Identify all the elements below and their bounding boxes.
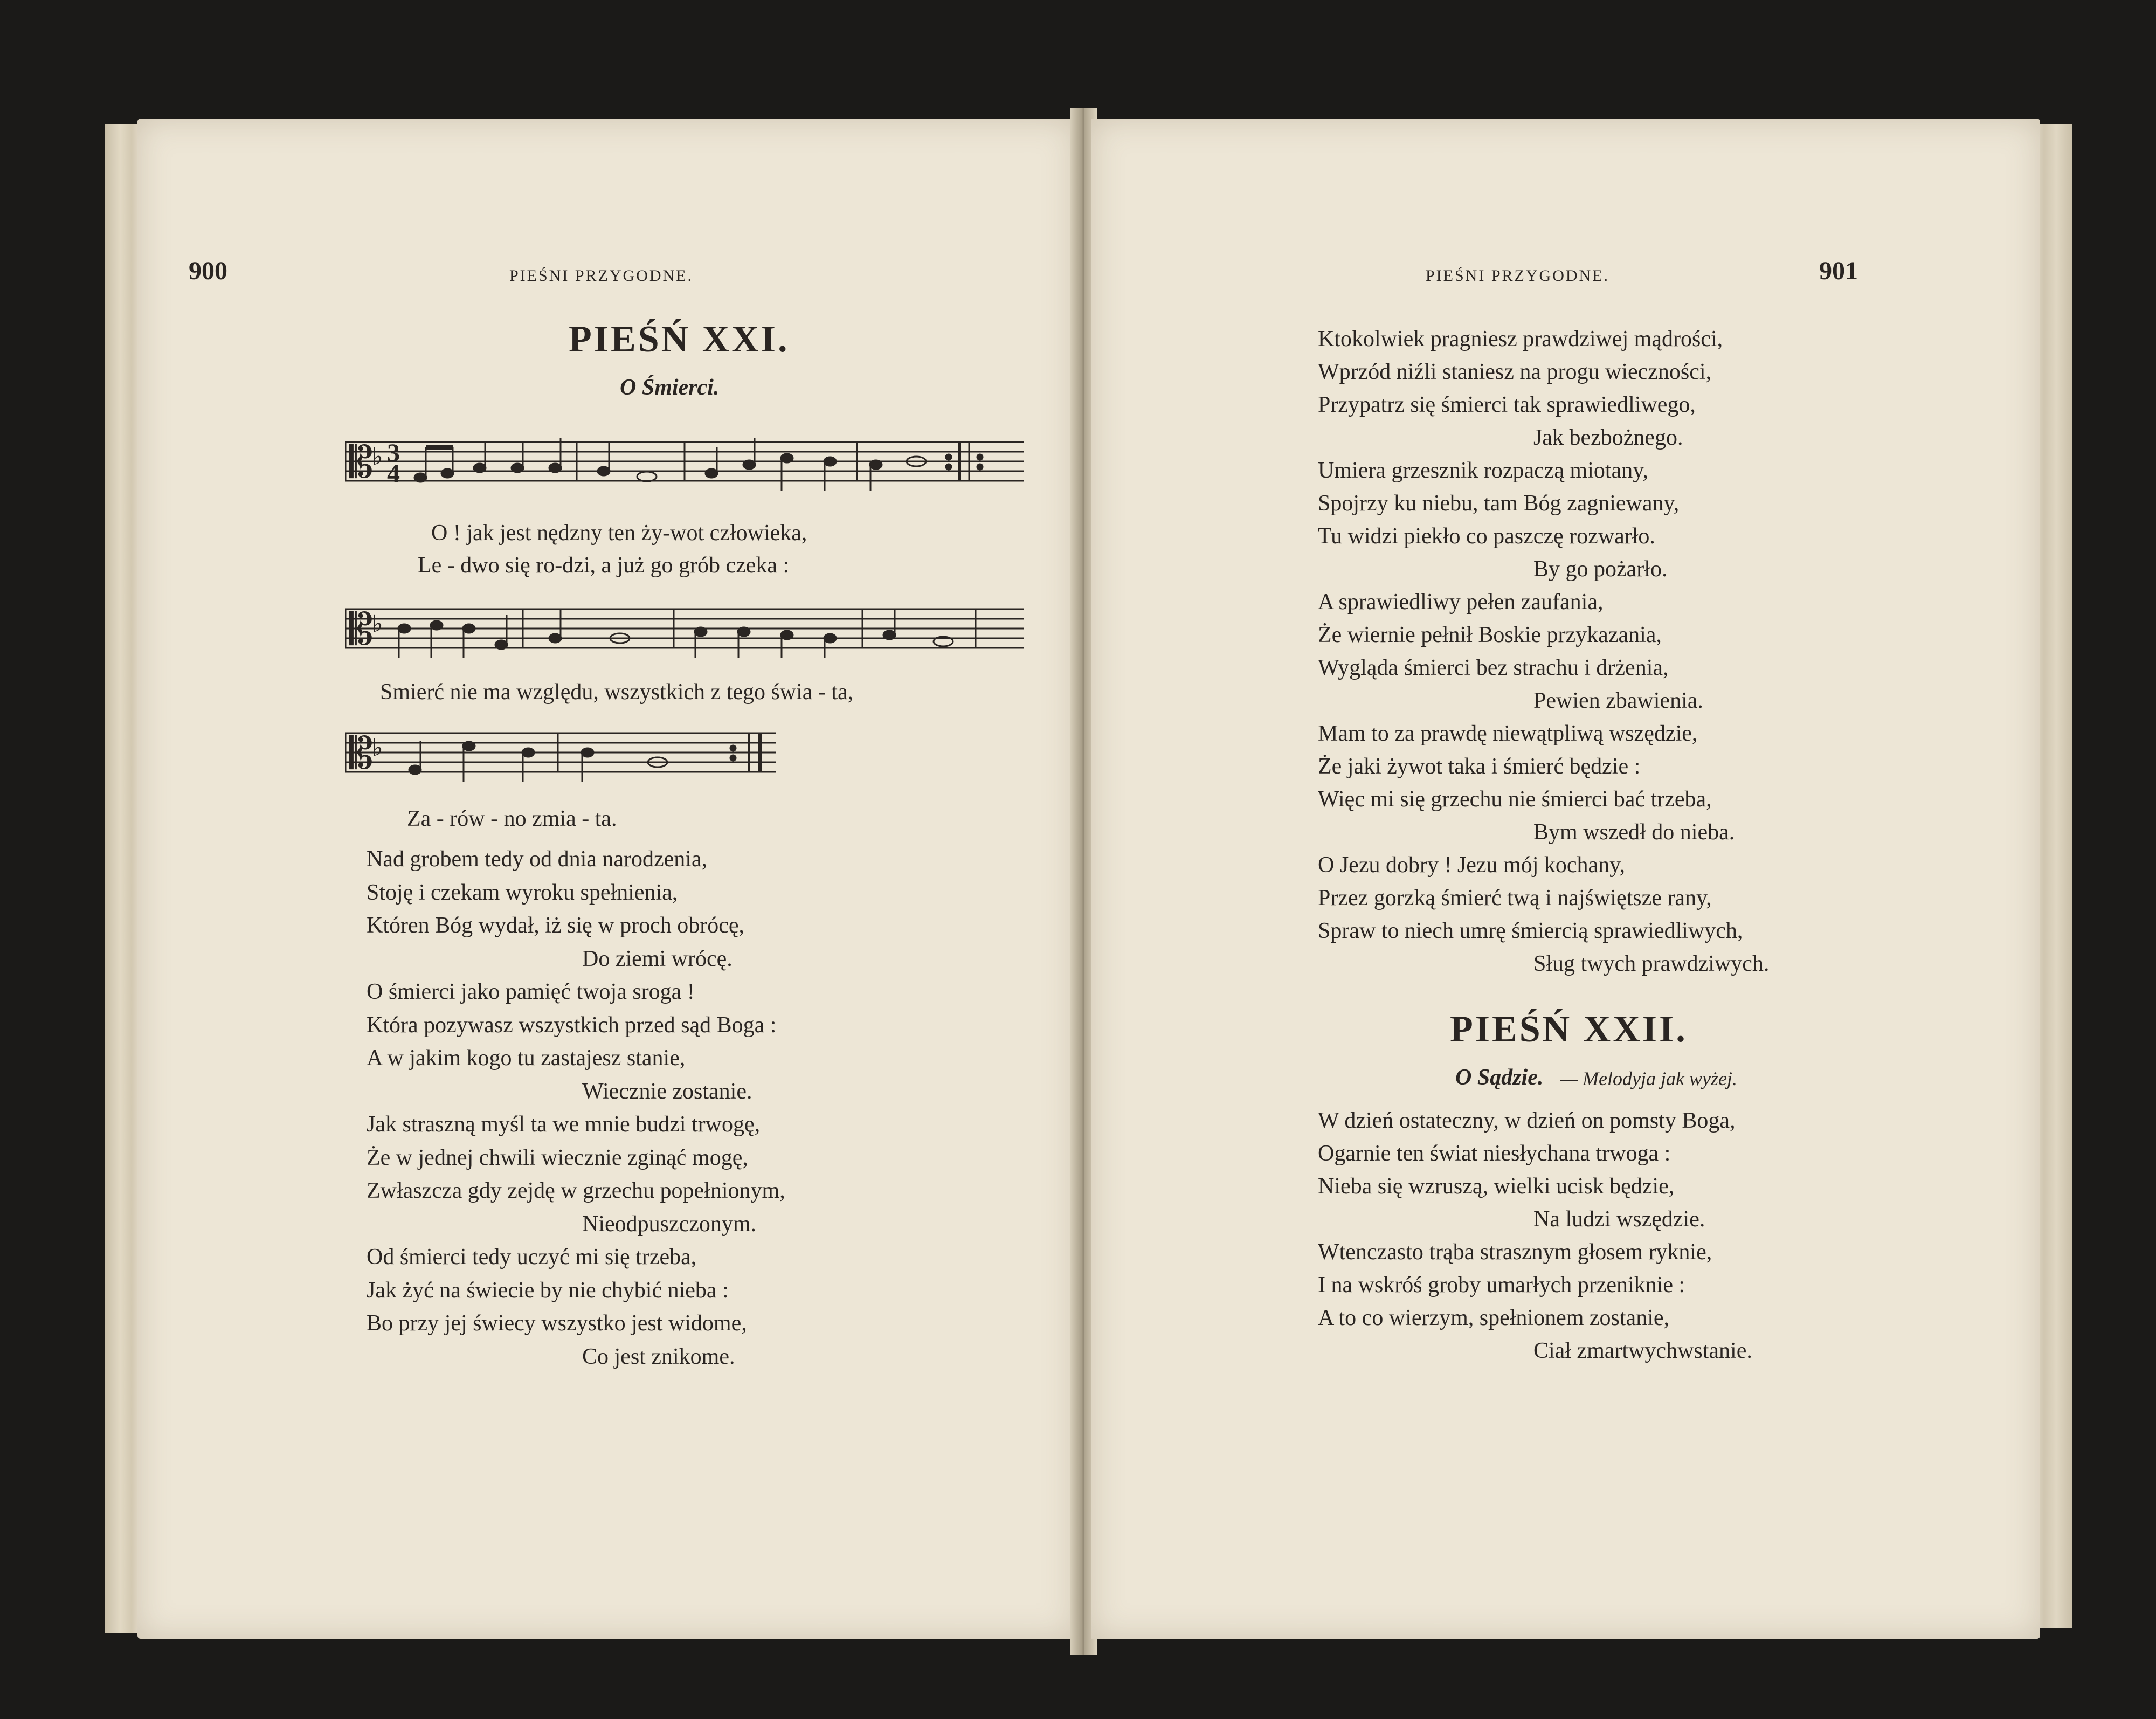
song-title: PIEŚŃ XXI. [569, 319, 790, 360]
open-book [105, 108, 2072, 1655]
verse-line: A sprawiedliwy pełen zaufania, [1318, 590, 1604, 615]
lyric-line: Smierć nie ma względu, wszystkich z tego świa - ta, [380, 680, 854, 705]
verse-line: Wygląda śmierci bez strachu i drżenia, [1318, 655, 1669, 680]
lyric-line: Le - dwo się ro-dzi, a już go grób czeka : [418, 553, 790, 578]
running-head: PIEŚNI PRZYGODNE. [1426, 267, 1610, 285]
music-staff [345, 426, 1024, 507]
verse-line: A w jakim kogo tu zastajesz stanie, [367, 1046, 686, 1071]
svg-text:♭: ♭ [372, 610, 383, 638]
verse-line: Tu widzi piekło co paszczę rozwarło. [1318, 524, 1655, 549]
verse-line: O śmierci jako pamięć twoja sroga ! [367, 979, 695, 1004]
verse-line: Nieba się wzruszą, wielki ucisk będzie, [1318, 1174, 1675, 1199]
svg-text:♭: ♭ [372, 443, 383, 471]
refrain-line: Do ziemi wrócę. [582, 946, 733, 971]
music-staff [345, 717, 776, 798]
verse-line: Jak żyć na świecie by nie chybić nieba : [367, 1278, 729, 1303]
verse-line: Wtenczasto trąba strasznym głosem ryknie, [1318, 1240, 1712, 1265]
svg-text:𝄡: 𝄡 [349, 728, 374, 778]
verse-line: Mam to za prawdę niewątpliwą wszędzie, [1318, 721, 1698, 746]
verse-line: Od śmierci tedy uczyć mi się trzeba, [367, 1245, 697, 1269]
page-number: 900 [189, 257, 227, 285]
svg-text:𝄡: 𝄡 [349, 604, 374, 654]
refrain-line: Co jest znikome. [582, 1344, 735, 1369]
right-page [1091, 119, 2040, 1639]
verse-line: Więc mi się grzechu nie śmierci bać trzeba, [1318, 787, 1712, 812]
verse-line: Stoję i czekam wyroku spełnienia, [367, 880, 678, 905]
verse-line: Jak straszną myśl ta we mnie budzi trwogę, [367, 1112, 761, 1137]
verse-line: Ktokolwiek pragniesz prawdziwej mądrości, [1318, 327, 1723, 351]
svg-text:3: 3 [387, 439, 400, 467]
verse-line: Spraw to niech umrę śmiercią sprawiedliwych, [1318, 919, 1743, 943]
song-subtitle: O Śmierci. [620, 375, 720, 400]
lyric-line: Za - rów - no zmia - ta. [407, 806, 617, 831]
verse-line: Spojrzy ku niebu, tam Bóg zagniewany, [1318, 491, 1680, 516]
verse-line: Umiera grzesznik rozpaczą miotany, [1318, 458, 1648, 483]
melody-note: — Melodyja jak wyżej. [1560, 1068, 1737, 1089]
refrain-line: Wiecznie zostanie. [582, 1079, 752, 1104]
verse-line: Przez gorzką śmierć twą i najświętsze rany, [1318, 886, 1712, 910]
verse-line: A to co wierzym, spełnionem zostanie, [1318, 1306, 1670, 1330]
refrain-line: Ciał zmartwychwstanie. [1533, 1338, 1752, 1363]
verse-line: Bo przy jej świecy wszystko jest widome, [367, 1311, 747, 1336]
verse-line: Ogarnie ten świat niesłychana trwoga : [1318, 1141, 1671, 1166]
refrain-line: Nieodpuszczonym. [582, 1211, 757, 1237]
svg-text:♭: ♭ [372, 734, 383, 762]
verse-line: Że wiernie pełnił Boskie przykazania, [1318, 623, 1662, 647]
verse-line: Zwłaszcza gdy zejdę w grzechu popełnionym, [367, 1178, 785, 1203]
refrain-line: By go pożarło. [1533, 557, 1668, 582]
left-page [137, 119, 1075, 1639]
svg-text:𝄡: 𝄡 [349, 437, 374, 487]
verse-line: Wprzód niźli staniesz na progu wieczności, [1318, 360, 1712, 384]
refrain-line: Jak bezbożnego. [1533, 425, 1683, 450]
verse-line: I na wskróś groby umarłych przeniknie : [1318, 1273, 1685, 1297]
song-subtitle: O Sądzie. [1455, 1065, 1544, 1090]
refrain-line: Pewien zbawienia. [1533, 688, 1703, 713]
song-title: PIEŚŃ XXII. [1450, 1009, 1688, 1050]
music-staff [345, 593, 1024, 674]
verse-line: Nad grobem tedy od dnia narodzenia, [367, 847, 708, 872]
verse-line: Że jaki żywot taka i śmierć będzie : [1318, 754, 1641, 779]
verse-line: W dzień ostateczny, w dzień on pomsty Boga, [1318, 1108, 1736, 1133]
verse-line: Któren Bóg wydał, iż się w proch obrócę, [367, 913, 744, 938]
verse-line: Która pozywasz wszystkich przed sąd Boga : [367, 1012, 777, 1038]
refrain-line: Na ludzi wszędzie. [1533, 1207, 1705, 1232]
refrain-line: Bym wszedł do nieba. [1533, 820, 1735, 845]
verse-line: Że w jednej chwili wiecznie zginąć mogę, [367, 1145, 748, 1170]
verse-line: Przypatrz się śmierci tak sprawiedliwego, [1318, 392, 1696, 417]
verse-line: O Jezu dobry ! Jezu mój kochany, [1318, 853, 1625, 878]
running-head: PIEŚNI PRZYGODNE. [509, 267, 694, 285]
svg-text:4: 4 [387, 459, 400, 488]
refrain-line: Sług twych prawdziwych. [1533, 951, 1770, 976]
lyric-line: O ! jak jest nędzny ten ży-wot człowieka, [431, 521, 807, 546]
page-number: 901 [1819, 257, 1858, 285]
